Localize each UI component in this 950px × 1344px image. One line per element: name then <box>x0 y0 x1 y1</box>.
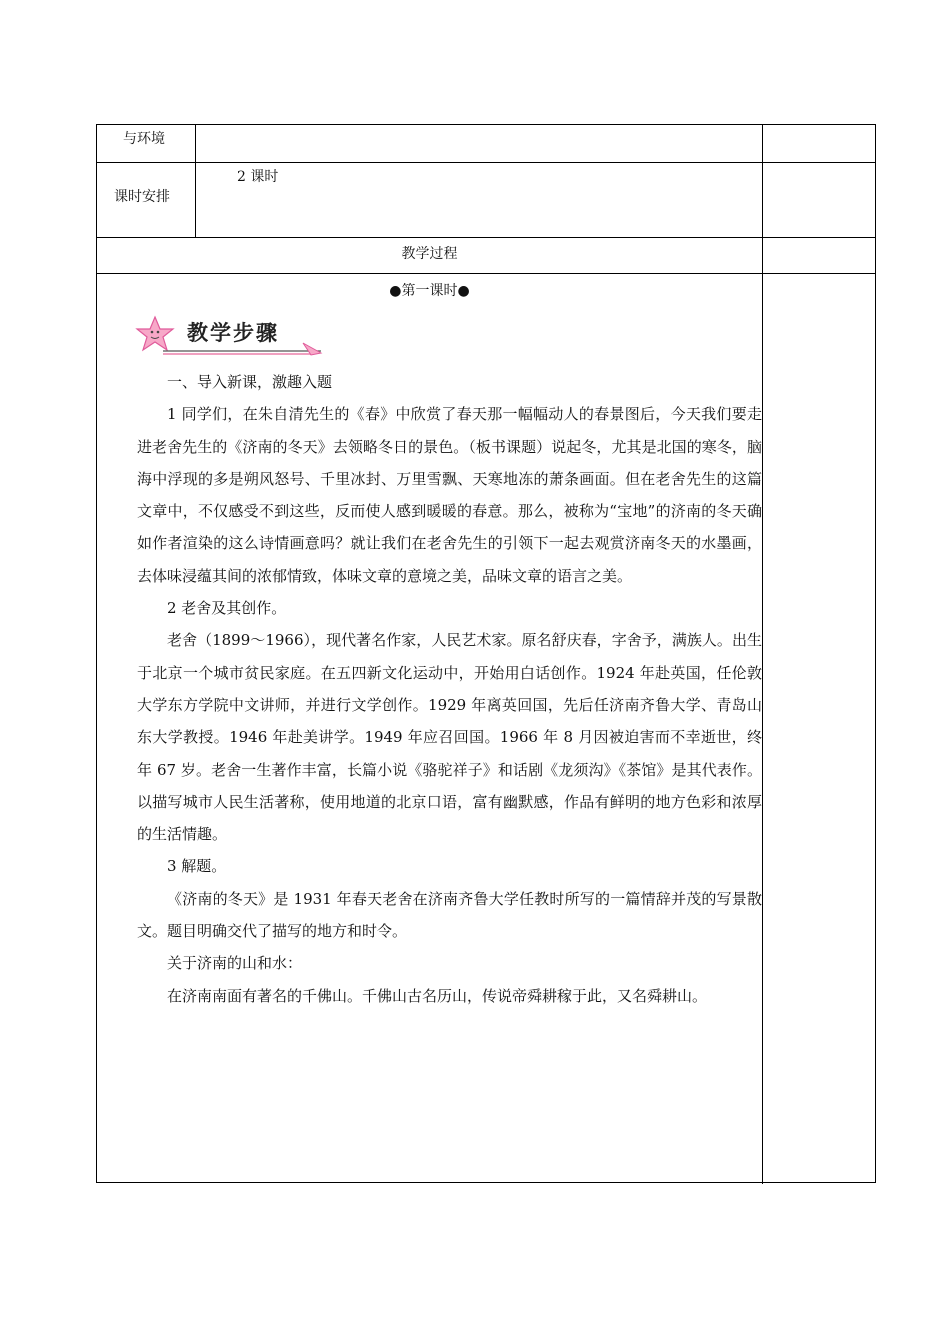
content-paragraph: 《济南的冬天》是 1931 年春天老舍在济南齐鲁大学任教时所写的一篇情辞并茂的写景散文。题目明确交代了描写的地方和时令。 <box>137 889 762 941</box>
lesson-header: ●第一课时● <box>389 283 470 299</box>
content-paragraph: 1 同学们，在朱自清先生的《春》中欣赏了春天那一幅幅动人的春景图后，今天我们要走进老舍先生的《济南的冬天》去领略冬日的景色。（板书课题）说起冬，尤其是北国的寒冬，脑海中浮现的多是朔风怒号、千里冰封、万里雪飘、天寒地冻的萧条画面。但在老舍先生的这篇文章中，不仅感受不到这些，反而使人感到暖暖的春意。那么，被称为“宝地”的济南的冬天确如作者渲染的这么诗情画意吗？就让我们在老舍先生的引领下一起去观赏济南冬天的水墨画，去体味浸蕴其间的浓郁情致，体味文章的意境之美，品味文章的语言之美。 <box>137 405 762 585</box>
content-paragraph: 老舍（1899～1966），现代著名作家，人民艺术家。原名舒庆春，字舍予，满族人。出生于北京一个城市贫民家庭。在五四新文化运动中，开始用白话创作。1924 年赴英国，任伦敦大学东方学院中文讲师，并进行文学创作。1929 年离英回国，先后任济南齐鲁大学、青岛山东大学教授。1946 年赴美讲学。1949 年应召回国。1966 年 8 月因被迫害而不幸逝世，终年 67 岁。老舍一生著作丰富，长篇小说《骆驼祥子》和话剧《龙须沟》《茶馆》是其代表作。以描写城市人民生活著称，使用地道的北京口语，富有幽默感，作品有鲜明的地方色彩和浓厚的生活情趣。 <box>137 631 762 844</box>
section-header: 教学过程 <box>401 246 458 262</box>
content-paragraph: 一、导入新课，激趣入题 <box>167 373 333 391</box>
content-paragraph: 关于济南的山和水： <box>167 954 303 973</box>
teaching-steps-banner <box>133 311 333 361</box>
content-paragraph: 在济南南面有著名的千佛山。千佛山古名历山，传说帝舜耕稼于此，又名舜耕山。 <box>167 986 708 1005</box>
lesson-plan-table <box>96 124 876 1183</box>
row-divider <box>97 273 875 274</box>
row-divider <box>97 162 875 163</box>
column-divider <box>762 125 763 1184</box>
row-label-environment: 与环境 <box>123 131 165 147</box>
schedule-value: 2 课时 <box>237 169 279 185</box>
content-paragraph: 2 老舍及其创作。 <box>167 599 287 618</box>
lesson-content <box>137 366 762 1012</box>
row-divider <box>97 237 875 238</box>
column-divider <box>195 125 196 237</box>
content-paragraph: 3 解题。 <box>167 857 227 876</box>
row-label-schedule: 课时安排 <box>114 189 170 205</box>
banner-title: 教学步骤 <box>187 321 279 345</box>
